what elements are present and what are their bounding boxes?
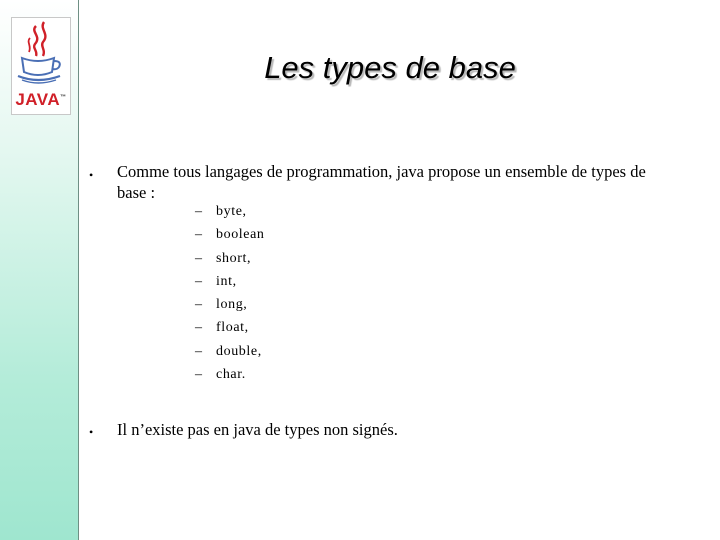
type-label: char. [216, 367, 246, 383]
dash-marker: – [195, 297, 203, 313]
list-item [195, 320, 265, 343]
type-label: short, [216, 250, 252, 266]
type-label: float, [216, 320, 249, 336]
bullet-text-unsigned: Il n’existe pas en java de types non signés. [117, 420, 398, 439]
dash-marker: – [195, 204, 203, 219]
slide-title: Les types de base [264, 50, 516, 85]
sidebar [0, 0, 79, 540]
list-item [195, 297, 265, 320]
java-logo-text: JAVA™ [15, 90, 67, 109]
bullet-text-types-intro: Comme tous langages de programmation, java propose un ensemble de types de base : [117, 162, 646, 202]
list-item [195, 204, 265, 227]
dash-marker: – [195, 367, 203, 383]
list-item [195, 274, 265, 297]
type-label: long, [216, 297, 248, 313]
list-item [195, 227, 265, 250]
list-item [195, 344, 265, 367]
types-list [195, 204, 265, 390]
list-item [195, 367, 265, 390]
bullet-marker: • [89, 168, 94, 182]
dash-marker: – [195, 320, 203, 336]
type-label: boolean [216, 227, 265, 243]
dash-marker: – [195, 250, 203, 266]
dash-marker: – [195, 273, 203, 289]
list-item [195, 251, 265, 274]
type-label: byte, [216, 204, 247, 219]
type-label: double, [216, 343, 262, 359]
dash-marker: – [195, 227, 203, 243]
bullet-marker: • [89, 425, 94, 439]
dash-marker: – [195, 343, 203, 359]
type-label: int, [216, 273, 237, 289]
java-logo [11, 17, 71, 115]
coffee-cup-icon [12, 18, 70, 90]
